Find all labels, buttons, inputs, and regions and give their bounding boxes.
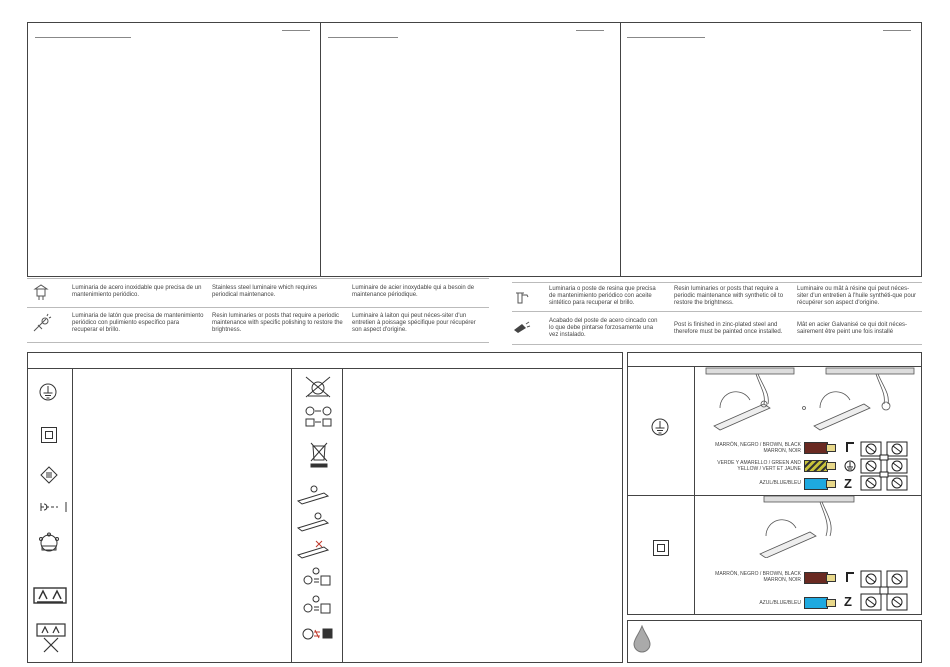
brass-lamp-icon (30, 313, 52, 335)
installation-drawing-earth (700, 366, 918, 438)
neutral-letter-2: Z (844, 594, 852, 609)
lamp-power-b-icon (300, 595, 336, 615)
terminal-block-1 (860, 441, 910, 491)
class-iii-icon (40, 466, 58, 484)
no-solvent-icon (296, 539, 336, 559)
maintenance-row4-en: Post is finished in zinc-plated steel and therefore must be painted once installed. (674, 322, 783, 336)
maintenance-row2-en: Resin luminaries or posts that require a periodic maintenance with specific polishing to restore the brightness. (212, 313, 343, 334)
maintenance-row4-fr: Mât en acier Galvanisé ce qui doit néces-sairement être peint une fois installé (797, 322, 908, 336)
maintenance-row3-en: Resin luminaries or posts that require a periodic maintenance with synthetic oil to restore the brightness. (674, 286, 784, 307)
lamp-replace-icon (304, 406, 334, 428)
water-drop-icon (633, 625, 651, 653)
terminal-block-2 (860, 570, 910, 612)
maintenance-row3-fr: Luminaire ou mât à résine qui peut néces-siter d'un entretien à l'huile synthéti-que pour récupérer son aspect d'origine. (797, 286, 917, 307)
top-panel-middle (320, 22, 621, 277)
steel-lamp-icon (31, 282, 51, 302)
neutral-letter-1: Z (844, 476, 852, 491)
earth-ground-icon (39, 383, 57, 401)
distance-marker-icon (38, 500, 70, 514)
phase-symbol-2 (846, 572, 854, 582)
maintenance-row1-en: Stainless steel luminaire which requires periodical maintenance. (212, 285, 318, 299)
wire-pin-1 (826, 444, 836, 452)
wire-blue-1 (804, 478, 828, 490)
wire4-label: MARRÓN, NEGRO / BROWN, BLACK MARRON, NOIR (715, 571, 801, 583)
maintenance-row1-es: Luminaria de acero inoxidable que precisa de un mantenimiento periódico. (72, 285, 202, 299)
wire-green-yellow (804, 460, 828, 472)
hand-polish-icon (296, 512, 336, 532)
wire-pin-2 (826, 462, 836, 470)
wiring-double-insulation-icon (653, 540, 669, 556)
wire-pin-3 (826, 480, 836, 488)
maintenance-row2-es: Luminaria de latón que precisa de mantenimiento periódico con pulimiento específico para recuperar el brillo. (72, 313, 204, 334)
maintenance-row1-fr: Luminaire de acier inoxydable qui a besoin de maintenance périodique. (352, 285, 475, 299)
maintenance-row2-fr: Luminaire à laiton qui peut néces-siter d'un entretien à poissage spécifique pour récupérer son aspect d'origine. (352, 313, 476, 334)
lamp-not-equal-icon (300, 627, 336, 641)
top-panel-left (27, 22, 321, 277)
hand-cleaning-icon (296, 485, 336, 505)
wire-pin-4 (826, 574, 836, 582)
wire-brown-1 (804, 442, 828, 454)
wire2-label: VERDE Y AMARELLO / GREEN AND YELLOW / VERT ET JAUNE (717, 460, 801, 472)
installation-drawing-class2 (750, 496, 880, 558)
ceiling-fixture-icon (36, 622, 66, 654)
wire-pin-5 (826, 599, 836, 607)
top-panel-right (620, 22, 922, 277)
phase-symbol (846, 442, 854, 452)
lamp-bulb-icon (37, 532, 61, 554)
maintenance-row3-es: Luminaria o poste de resina que precisa de mantenimiento periódico con aceite sintético para recuperar el brillo. (549, 286, 656, 307)
wire1-label: MARRÓN, NEGRO / BROWN, BLACK MARRON, NOIR (715, 442, 801, 454)
wire-blue-2 (804, 597, 828, 609)
weee-bin-icon (310, 442, 328, 468)
zinc-post-icon (513, 320, 531, 334)
double-insulation-icon (41, 427, 57, 443)
wire5-label: AZUL/BLUE/BLEU (759, 600, 801, 606)
wire-brown-2 (804, 572, 828, 584)
uv-lamp-crossed-icon (303, 374, 333, 400)
resin-post-icon (514, 288, 530, 304)
recessed-fixture-icon (33, 584, 67, 606)
wire3-label: AZUL/BLUE/BLEU (759, 480, 801, 486)
lamp-power-a-icon (300, 567, 336, 587)
earth-terminal-icon (844, 460, 856, 472)
wiring-earth-icon (651, 418, 669, 436)
maintenance-row4-es: Acabado del poste de acero cincado con lo que debe pintarse forzosamente una vez instalado. (549, 318, 658, 339)
drop-info-box (627, 620, 922, 663)
